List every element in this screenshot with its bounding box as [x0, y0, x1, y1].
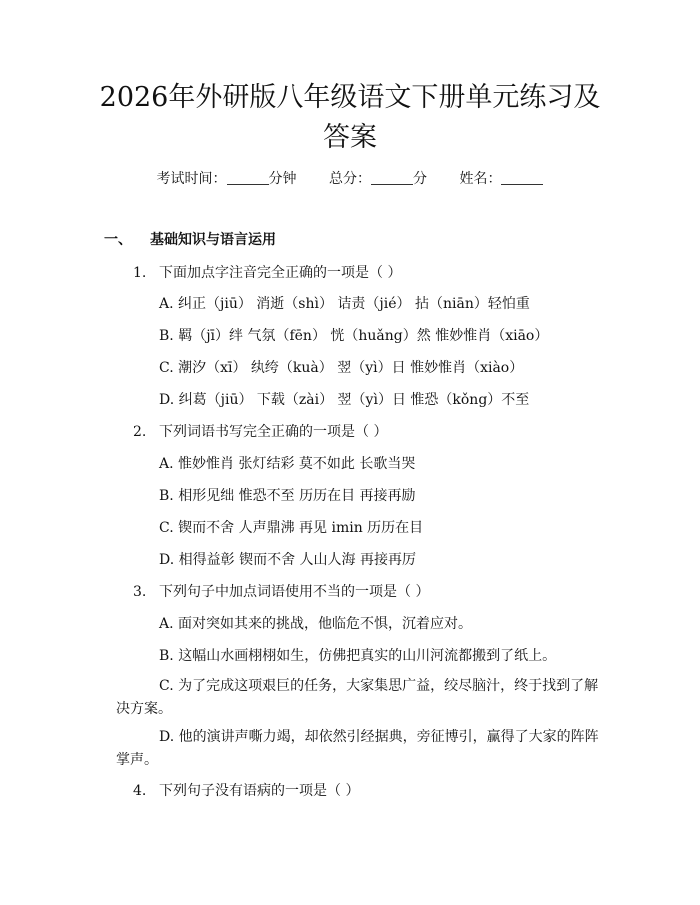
student-name-field — [459, 171, 543, 187]
question-2-option-b: B. 相形见绌 惟恐不至 历历在目 再接再励 — [159, 488, 416, 504]
question-2-option-d: D. 相得益彰 锲而不舍 人山人海 再接再厉 — [159, 552, 416, 568]
question-2-option-a: A. 惟妙惟肖 张灯结彩 莫不如此 长歌当哭 — [159, 456, 416, 472]
question-number: 3. — [133, 584, 147, 600]
question-3-option-b: B. 这幅山水画栩栩如生，仿佛把真实的山川河流都搬到了纸上。 — [159, 648, 557, 664]
section-title: 基础知识与语言运用 — [150, 232, 276, 248]
exam-time-label: 考试时间： — [156, 171, 227, 187]
total-score-field — [329, 171, 431, 187]
question-number: 1. — [133, 265, 147, 281]
question-3 — [133, 581, 429, 601]
question-1-option-a: A. 纠正（jiū） 消逝（shì） 诘责（jié） 拈（niān）轻怕重 — [159, 296, 530, 312]
student-name-label: 姓名： — [459, 171, 502, 187]
question-1-option-d: D. 纠葛（jiū） 下载（zài） 翌（yì）日 惟恐（kǒng）不至 — [159, 392, 530, 408]
question-2-option-c: C. 锲而不舍 人声鼎沸 再见 imin 历历在目 — [159, 520, 424, 536]
exam-time-blank — [227, 170, 269, 185]
question-1-option-c: C. 潮汐（xī） 纨绔（kuà） 翌（yì）日 惟妙惟肖（xiào） — [159, 360, 524, 376]
question-number: 2. — [133, 424, 147, 440]
exam-time-unit: 分钟 — [268, 171, 297, 187]
student-name-blank — [501, 170, 543, 185]
question-text: 下列句子没有语病的一项是（ ） — [159, 783, 360, 799]
question-text: 下面加点字注音完全正确的一项是（ ） — [159, 265, 402, 281]
question-number: 4. — [133, 783, 147, 799]
question-text: 下列句子中加点词语使用不当的一项是（ ） — [159, 584, 430, 600]
section-heading — [104, 229, 276, 249]
question-1 — [133, 262, 401, 282]
exam-meta — [0, 168, 700, 188]
question-3-option-c: C. 为了完成这项艰巨的任务，大家集思广益，绞尽脑汁，终于找到了解决方案。 — [116, 678, 599, 717]
total-score-unit: 分 — [413, 171, 427, 187]
question-3-option-a: A. 面对突如其来的挑战，他临危不惧，沉着应对。 — [159, 616, 473, 632]
page-title: 2026年外研版八年级语文下册单元练习及答案 — [99, 82, 601, 153]
total-score-label: 总分： — [329, 171, 371, 187]
exam-time-field — [157, 171, 301, 187]
question-1-option-b: B. 羁（jī）绊 气氛（fēn） 恍（huǎng）然 惟妙惟肖（xiāo） — [159, 328, 549, 344]
question-2 — [133, 421, 387, 441]
section-number: 一、 — [104, 232, 132, 248]
total-score-blank — [371, 170, 413, 185]
question-text: 下列词语书写完全正确的一项是（ ） — [159, 424, 388, 440]
question-3-option-d: D. 他的演讲声嘶力竭，却依然引经据典，旁征博引，赢得了大家的阵阵掌声。 — [116, 729, 599, 768]
question-4 — [133, 780, 359, 800]
